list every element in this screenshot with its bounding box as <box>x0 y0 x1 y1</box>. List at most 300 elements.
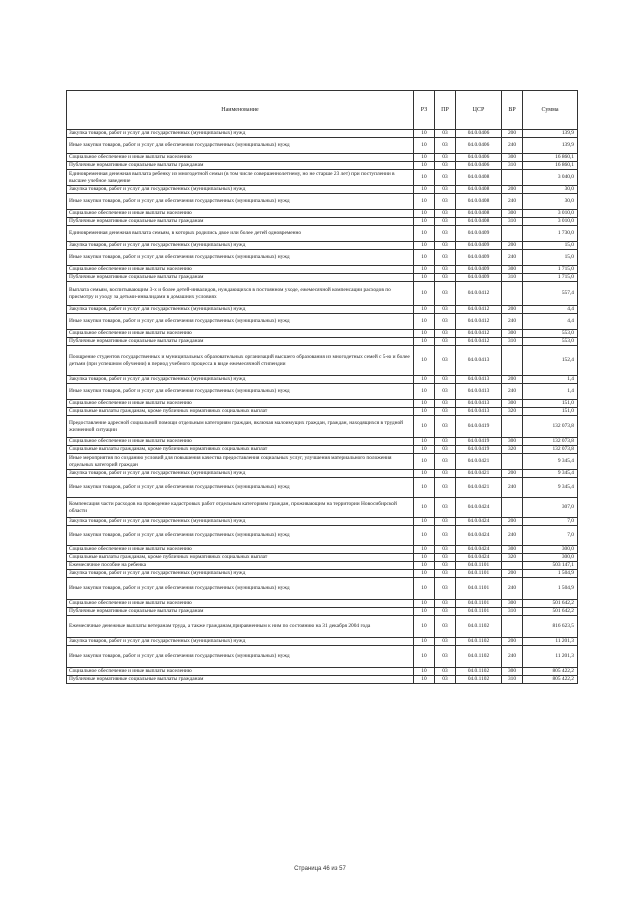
row-csr-cell: 04.0.1101 <box>456 578 502 600</box>
row-rz-cell: 10 <box>414 454 435 470</box>
row-csr-cell: 04.0.0406 <box>456 138 502 154</box>
row-vr-cell: 200 <box>502 186 523 194</box>
row-sum-cell: 1,4 <box>523 376 578 384</box>
row-name-cell: Иные закупки товаров, работ и услуг для обеспечения государственных (муниципальных) нужд <box>67 578 414 600</box>
row-sum-cell: 132 073,8 <box>523 446 578 454</box>
row-pr-cell: 03 <box>435 346 456 376</box>
row-sum-cell: 503 147,1 <box>523 562 578 570</box>
row-sum-cell: 4,4 <box>523 314 578 330</box>
row-sum-cell: 16 860,1 <box>523 154 578 162</box>
row-csr-cell: 04.0.0424 <box>456 554 502 562</box>
row-pr-cell: 03 <box>435 170 456 186</box>
row-pr-cell: 03 <box>435 250 456 266</box>
table-row <box>67 498 578 518</box>
row-name-cell: Закупка товаров, работ и услуг для государственных (муниципальных) нужд <box>67 470 414 478</box>
row-rz-cell: 10 <box>414 416 435 438</box>
table-row <box>67 478 578 498</box>
row-pr-cell: 03 <box>435 314 456 330</box>
row-csr-cell: 04.0.0413 <box>456 346 502 376</box>
row-vr-cell: 240 <box>502 384 523 400</box>
row-vr-cell: 310 <box>502 676 523 684</box>
row-vr-cell: 300 <box>502 210 523 218</box>
row-csr-cell: 04.0.0412 <box>456 282 502 306</box>
row-csr-cell: 04.0.0421 <box>456 470 502 478</box>
table-row <box>67 384 578 400</box>
row-pr-cell: 03 <box>435 578 456 600</box>
row-name-cell: Поощрение студентов государственных и муниципальных образовательных организаций высшего образования из многодетных семей с 5-ю и более детьми (при успешном обучении) в период учебного процесса в виде ежемесячной стипендии <box>67 346 414 376</box>
row-csr-cell: 04.0.0412 <box>456 330 502 338</box>
row-name-cell: Публичные нормативные социальные выплаты гражданам <box>67 218 414 226</box>
row-pr-cell: 03 <box>435 306 456 314</box>
row-csr-cell: 04.0.0408 <box>456 194 502 210</box>
row-sum-cell: 553,0 <box>523 330 578 338</box>
table-row <box>67 154 578 162</box>
row-rz-cell: 10 <box>414 608 435 616</box>
row-vr-cell <box>502 282 523 306</box>
row-rz-cell: 10 <box>414 274 435 282</box>
row-pr-cell: 03 <box>435 226 456 242</box>
row-sum-cell: 816 623,5 <box>523 616 578 638</box>
row-name-cell: Социальное обеспечение и иные выплаты населению <box>67 438 414 446</box>
row-vr-cell: 300 <box>502 546 523 554</box>
row-pr-cell: 03 <box>435 562 456 570</box>
row-csr-cell: 04.0.1102 <box>456 646 502 668</box>
row-csr-cell: 04.0.0406 <box>456 162 502 170</box>
table-row <box>67 162 578 170</box>
row-name-cell: Закупка товаров, работ и услуг для государственных (муниципальных) нужд <box>67 186 414 194</box>
table-row <box>67 306 578 314</box>
table-row <box>67 668 578 676</box>
row-name-cell: Публичные нормативные социальные выплаты гражданам <box>67 608 414 616</box>
row-vr-cell: 240 <box>502 646 523 668</box>
row-vr-cell: 310 <box>502 274 523 282</box>
row-vr-cell: 240 <box>502 578 523 600</box>
row-pr-cell: 03 <box>435 600 456 608</box>
table-row <box>67 266 578 274</box>
row-csr-cell: 04.0.0419 <box>456 438 502 446</box>
row-rz-cell: 10 <box>414 616 435 638</box>
table-row <box>67 578 578 600</box>
row-sum-cell: 805 422,2 <box>523 668 578 676</box>
column-header-sum: Сумма <box>523 91 578 130</box>
table-header-row <box>67 91 578 130</box>
row-rz-cell: 10 <box>414 446 435 454</box>
row-name-cell: Социальное обеспечение и иные выплаты населению <box>67 210 414 218</box>
row-sum-cell: 139,9 <box>523 130 578 138</box>
row-rz-cell: 10 <box>414 130 435 138</box>
row-name-cell: Социальное обеспечение и иные выплаты населению <box>67 668 414 676</box>
row-name-cell: Иные закупки товаров, работ и услуг для обеспечения государственных (муниципальных) нужд <box>67 526 414 546</box>
row-csr-cell: 04.0.1102 <box>456 616 502 638</box>
row-vr-cell: 320 <box>502 446 523 454</box>
row-rz-cell: 10 <box>414 346 435 376</box>
row-rz-cell: 10 <box>414 478 435 498</box>
table-row <box>67 194 578 210</box>
row-rz-cell: 10 <box>414 154 435 162</box>
row-sum-cell: 1 730,0 <box>523 226 578 242</box>
row-sum-cell: 30,0 <box>523 194 578 210</box>
row-csr-cell: 04.0.0412 <box>456 306 502 314</box>
table-row <box>67 314 578 330</box>
row-csr-cell: 04.0.0409 <box>456 250 502 266</box>
row-vr-cell: 240 <box>502 250 523 266</box>
row-sum-cell: 4,4 <box>523 306 578 314</box>
row-csr-cell: 04.0.0424 <box>456 518 502 526</box>
row-sum-cell: 11 201,3 <box>523 638 578 646</box>
row-vr-cell: 320 <box>502 408 523 416</box>
row-rz-cell: 10 <box>414 330 435 338</box>
row-pr-cell: 03 <box>435 162 456 170</box>
row-pr-cell: 03 <box>435 570 456 578</box>
row-vr-cell <box>502 416 523 438</box>
row-pr-cell: 03 <box>435 338 456 346</box>
row-vr-cell: 240 <box>502 478 523 498</box>
row-pr-cell: 03 <box>435 470 456 478</box>
row-name-cell: Иные закупки товаров, работ и услуг для обеспечения государственных (муниципальных) нужд <box>67 314 414 330</box>
row-vr-cell <box>502 226 523 242</box>
table-row <box>67 282 578 306</box>
row-rz-cell: 10 <box>414 570 435 578</box>
row-csr-cell: 04.0.0419 <box>456 416 502 438</box>
column-header-name: Наименование <box>67 91 414 130</box>
row-vr-cell: 300 <box>502 330 523 338</box>
row-csr-cell: 04.0.1102 <box>456 638 502 646</box>
row-csr-cell: 04.0.0406 <box>456 130 502 138</box>
row-sum-cell: 11 201,3 <box>523 646 578 668</box>
table-row <box>67 226 578 242</box>
column-header-vr: ВР <box>502 91 523 130</box>
row-vr-cell: 200 <box>502 470 523 478</box>
row-csr-cell: 04.0.0408 <box>456 210 502 218</box>
table-row <box>67 346 578 376</box>
row-name-cell: Закупка товаров, работ и услуг для государственных (муниципальных) нужд <box>67 638 414 646</box>
row-name-cell: Социальные выплаты гражданам, кроме публичных нормативных социальных выплат <box>67 408 414 416</box>
row-pr-cell: 03 <box>435 194 456 210</box>
row-name-cell: Единовременная денежная выплата ребенку из многодетной семьи (в том числе совершеннолетнему, но не старше 23 лет) при поступлении в высшее учебное заведение <box>67 170 414 186</box>
row-csr-cell: 04.0.0408 <box>456 186 502 194</box>
table-row <box>67 274 578 282</box>
row-csr-cell: 04.0.0409 <box>456 274 502 282</box>
row-pr-cell: 03 <box>435 518 456 526</box>
row-vr-cell: 200 <box>502 242 523 250</box>
row-csr-cell: 04.0.0409 <box>456 266 502 274</box>
row-csr-cell: 04.0.0406 <box>456 154 502 162</box>
row-name-cell: Предоставление адресной социальной помощи отдельным категориям граждан, включая малоимущих граждан, граждан, находящихся в трудной жизненной ситуации <box>67 416 414 438</box>
row-vr-cell: 200 <box>502 638 523 646</box>
row-pr-cell: 03 <box>435 330 456 338</box>
row-pr-cell: 03 <box>435 218 456 226</box>
row-vr-cell <box>502 498 523 518</box>
column-header-rz: РЗ <box>414 91 435 130</box>
row-vr-cell <box>502 616 523 638</box>
row-name-cell: Выплата семьям, воспитывающим 3-х и более детей-инвалидов, нуждающихся в постоянном уходе, ежемесячной компенсации расходов по присмотру и уходу за детьми-инвалидами в домашних условиях <box>67 282 414 306</box>
row-sum-cell: 151,0 <box>523 400 578 408</box>
row-sum-cell: 7,0 <box>523 526 578 546</box>
row-name-cell: Социальное обеспечение и иные выплаты населению <box>67 330 414 338</box>
table-row <box>67 616 578 638</box>
row-vr-cell: 300 <box>502 154 523 162</box>
row-rz-cell: 10 <box>414 400 435 408</box>
row-rz-cell: 10 <box>414 384 435 400</box>
row-name-cell: Единовременная денежная выплата семьям, в которых родились двое или более детей одновременно <box>67 226 414 242</box>
row-pr-cell: 03 <box>435 608 456 616</box>
row-csr-cell: 04.0.0413 <box>456 384 502 400</box>
row-pr-cell: 03 <box>435 668 456 676</box>
row-name-cell: Компенсация части расходов на проведение кадастровых работ отдельным категориям граждан, проживающим на территории Новосибирской области <box>67 498 414 518</box>
row-rz-cell: 10 <box>414 242 435 250</box>
row-csr-cell: 04.0.0412 <box>456 314 502 330</box>
row-pr-cell: 03 <box>435 438 456 446</box>
table-row <box>67 330 578 338</box>
table-row <box>67 186 578 194</box>
row-rz-cell: 10 <box>414 282 435 306</box>
table-body <box>67 130 578 684</box>
row-vr-cell: 310 <box>502 218 523 226</box>
row-rz-cell: 10 <box>414 338 435 346</box>
row-rz-cell: 10 <box>414 646 435 668</box>
row-vr-cell: 200 <box>502 518 523 526</box>
row-vr-cell: 300 <box>502 600 523 608</box>
row-pr-cell: 03 <box>435 498 456 518</box>
row-csr-cell: 04.0.0424 <box>456 498 502 518</box>
row-vr-cell: 240 <box>502 138 523 154</box>
row-name-cell: Закупка товаров, работ и услуг для государственных (муниципальных) нужд <box>67 518 414 526</box>
row-csr-cell: 04.0.0413 <box>456 376 502 384</box>
row-sum-cell: 16 860,1 <box>523 162 578 170</box>
page-number: Страница 46 из 57 <box>294 866 346 872</box>
table-row <box>67 638 578 646</box>
column-header-csr: ЦСР <box>456 91 502 130</box>
row-rz-cell: 10 <box>414 138 435 154</box>
row-pr-cell: 03 <box>435 138 456 154</box>
row-name-cell: Иные закупки товаров, работ и услуг для обеспечения государственных (муниципальных) нужд <box>67 646 414 668</box>
row-rz-cell: 10 <box>414 408 435 416</box>
table-row <box>67 416 578 438</box>
row-name-cell: Иные закупки товаров, работ и услуг для обеспечения государственных (муниципальных) нужд <box>67 478 414 498</box>
row-name-cell: Социальное обеспечение и иные выплаты населению <box>67 266 414 274</box>
table-row <box>67 518 578 526</box>
row-rz-cell: 10 <box>414 546 435 554</box>
row-rz-cell: 10 <box>414 554 435 562</box>
row-name-cell: Ежемесячные денежные выплаты ветеранам труда, а также гражданам,приравненным к ним по состоянию на 31 декабря 2004 года <box>67 616 414 638</box>
table-row <box>67 454 578 470</box>
row-csr-cell: 04.0.1101 <box>456 562 502 570</box>
row-name-cell: Публичные нормативные социальные выплаты гражданам <box>67 274 414 282</box>
row-csr-cell: 04.0.0424 <box>456 546 502 554</box>
table-row <box>67 242 578 250</box>
table-row <box>67 400 578 408</box>
row-name-cell: Закупка товаров, работ и услуг для государственных (муниципальных) нужд <box>67 376 414 384</box>
row-rz-cell: 10 <box>414 600 435 608</box>
table-row <box>67 608 578 616</box>
row-vr-cell: 240 <box>502 194 523 210</box>
row-name-cell: Иные мероприятия по созданию условий для повышения качества предоставления социальных услуг, улучшения материального положения отдельных категорий граждан <box>67 454 414 470</box>
row-sum-cell: 553,0 <box>523 338 578 346</box>
row-sum-cell: 30,0 <box>523 186 578 194</box>
row-vr-cell <box>502 454 523 470</box>
row-pr-cell: 03 <box>435 282 456 306</box>
table-row <box>67 446 578 454</box>
row-sum-cell: 132 073,8 <box>523 438 578 446</box>
row-vr-cell: 310 <box>502 608 523 616</box>
row-csr-cell: 04.0.0419 <box>456 446 502 454</box>
row-pr-cell: 03 <box>435 400 456 408</box>
table-row <box>67 170 578 186</box>
table-row <box>67 408 578 416</box>
row-name-cell: Социальное обеспечение и иные выплаты населению <box>67 600 414 608</box>
row-csr-cell: 04.0.1102 <box>456 676 502 684</box>
table-row <box>67 130 578 138</box>
table-row <box>67 438 578 446</box>
row-vr-cell: 200 <box>502 376 523 384</box>
table-row <box>67 338 578 346</box>
row-rz-cell: 10 <box>414 218 435 226</box>
table-row <box>67 250 578 266</box>
row-name-cell: Социальное обеспечение и иные выплаты населению <box>67 546 414 554</box>
table-row <box>67 546 578 554</box>
row-csr-cell: 04.0.0421 <box>456 478 502 498</box>
row-csr-cell: 04.0.1101 <box>456 600 502 608</box>
row-rz-cell: 10 <box>414 526 435 546</box>
row-csr-cell: 04.0.1101 <box>456 608 502 616</box>
row-pr-cell: 03 <box>435 446 456 454</box>
row-csr-cell: 04.0.1102 <box>456 668 502 676</box>
row-vr-cell: 240 <box>502 526 523 546</box>
row-vr-cell: 300 <box>502 266 523 274</box>
row-sum-cell: 501 642,2 <box>523 600 578 608</box>
row-pr-cell: 03 <box>435 274 456 282</box>
row-name-cell: Публичные нормативные социальные выплаты гражданам <box>67 338 414 346</box>
row-sum-cell: 805 422,2 <box>523 676 578 684</box>
row-rz-cell: 10 <box>414 162 435 170</box>
row-rz-cell: 10 <box>414 266 435 274</box>
row-pr-cell: 03 <box>435 478 456 498</box>
row-vr-cell <box>502 562 523 570</box>
row-name-cell: Социальные выплаты гражданам, кроме публичных нормативных социальных выплат <box>67 554 414 562</box>
row-rz-cell: 10 <box>414 518 435 526</box>
row-name-cell: Иные закупки товаров, работ и услуг для обеспечения государственных (муниципальных) нужд <box>67 194 414 210</box>
row-rz-cell: 10 <box>414 562 435 570</box>
table-row <box>67 570 578 578</box>
row-csr-cell: 04.0.0413 <box>456 400 502 408</box>
row-sum-cell: 139,9 <box>523 138 578 154</box>
row-rz-cell: 10 <box>414 470 435 478</box>
column-header-pr: ПР <box>435 91 456 130</box>
row-rz-cell: 10 <box>414 226 435 242</box>
row-pr-cell: 03 <box>435 130 456 138</box>
row-name-cell: Ежемесячное пособие на ребенка <box>67 562 414 570</box>
row-pr-cell: 03 <box>435 638 456 646</box>
row-sum-cell: 15,0 <box>523 242 578 250</box>
row-sum-cell: 1 504,9 <box>523 570 578 578</box>
row-vr-cell: 200 <box>502 306 523 314</box>
table-row <box>67 218 578 226</box>
row-csr-cell: 04.0.0424 <box>456 526 502 546</box>
row-vr-cell <box>502 170 523 186</box>
row-pr-cell: 03 <box>435 242 456 250</box>
row-sum-cell: 300,0 <box>523 546 578 554</box>
table-row <box>67 470 578 478</box>
row-rz-cell: 10 <box>414 194 435 210</box>
row-sum-cell: 3 010,0 <box>523 210 578 218</box>
budget-table <box>66 90 578 684</box>
row-sum-cell: 15,0 <box>523 250 578 266</box>
row-pr-cell: 03 <box>435 266 456 274</box>
row-name-cell: Иные закупки товаров, работ и услуг для обеспечения государственных (муниципальных) нужд <box>67 384 414 400</box>
row-csr-cell: 04.0.0409 <box>456 226 502 242</box>
row-name-cell: Закупка товаров, работ и услуг для государственных (муниципальных) нужд <box>67 130 414 138</box>
row-sum-cell: 307,0 <box>523 498 578 518</box>
row-vr-cell: 310 <box>502 162 523 170</box>
row-vr-cell: 320 <box>502 554 523 562</box>
row-sum-cell: 132 073,8 <box>523 416 578 438</box>
row-pr-cell: 03 <box>435 546 456 554</box>
row-name-cell: Закупка товаров, работ и услуг для государственных (муниципальных) нужд <box>67 242 414 250</box>
row-csr-cell: 04.0.0408 <box>456 218 502 226</box>
row-rz-cell: 10 <box>414 170 435 186</box>
row-rz-cell: 10 <box>414 314 435 330</box>
row-vr-cell: 240 <box>502 314 523 330</box>
row-sum-cell: 9 345,4 <box>523 478 578 498</box>
row-sum-cell: 9 345,4 <box>523 454 578 470</box>
row-vr-cell: 310 <box>502 338 523 346</box>
row-name-cell: Закупка товаров, работ и услуг для государственных (муниципальных) нужд <box>67 306 414 314</box>
row-vr-cell <box>502 346 523 376</box>
row-rz-cell: 10 <box>414 638 435 646</box>
row-pr-cell: 03 <box>435 416 456 438</box>
row-vr-cell: 300 <box>502 668 523 676</box>
row-sum-cell: 151,0 <box>523 408 578 416</box>
table-row <box>67 600 578 608</box>
row-pr-cell: 03 <box>435 154 456 162</box>
row-name-cell: Иные закупки товаров, работ и услуг для обеспечения государственных (муниципальных) нужд <box>67 138 414 154</box>
table-row <box>67 376 578 384</box>
row-pr-cell: 03 <box>435 526 456 546</box>
row-pr-cell: 03 <box>435 384 456 400</box>
row-sum-cell: 1,4 <box>523 384 578 400</box>
table-row <box>67 562 578 570</box>
row-csr-cell: 04.0.0412 <box>456 338 502 346</box>
row-csr-cell: 04.0.0408 <box>456 170 502 186</box>
row-csr-cell: 04.0.0421 <box>456 454 502 470</box>
row-pr-cell: 03 <box>435 554 456 562</box>
row-name-cell: Иные закупки товаров, работ и услуг для обеспечения государственных (муниципальных) нужд <box>67 250 414 266</box>
table-row <box>67 646 578 668</box>
row-csr-cell: 04.0.0409 <box>456 242 502 250</box>
row-pr-cell: 03 <box>435 454 456 470</box>
row-sum-cell: 152,4 <box>523 346 578 376</box>
row-pr-cell: 03 <box>435 676 456 684</box>
row-rz-cell: 10 <box>414 578 435 600</box>
table-row <box>67 554 578 562</box>
table-row <box>67 138 578 154</box>
table-row <box>67 676 578 684</box>
row-sum-cell: 1 715,0 <box>523 274 578 282</box>
row-sum-cell: 557,4 <box>523 282 578 306</box>
row-rz-cell: 10 <box>414 668 435 676</box>
row-sum-cell: 1 715,0 <box>523 266 578 274</box>
table-row <box>67 210 578 218</box>
row-sum-cell: 3 040,0 <box>523 170 578 186</box>
row-rz-cell: 10 <box>414 376 435 384</box>
row-pr-cell: 03 <box>435 186 456 194</box>
row-pr-cell: 03 <box>435 646 456 668</box>
row-pr-cell: 03 <box>435 616 456 638</box>
row-name-cell: Публичные нормативные социальные выплаты гражданам <box>67 162 414 170</box>
row-name-cell: Социальное обеспечение и иные выплаты населению <box>67 400 414 408</box>
row-rz-cell: 10 <box>414 210 435 218</box>
row-name-cell: Социальные выплаты гражданам, кроме публичных нормативных социальных выплат <box>67 446 414 454</box>
